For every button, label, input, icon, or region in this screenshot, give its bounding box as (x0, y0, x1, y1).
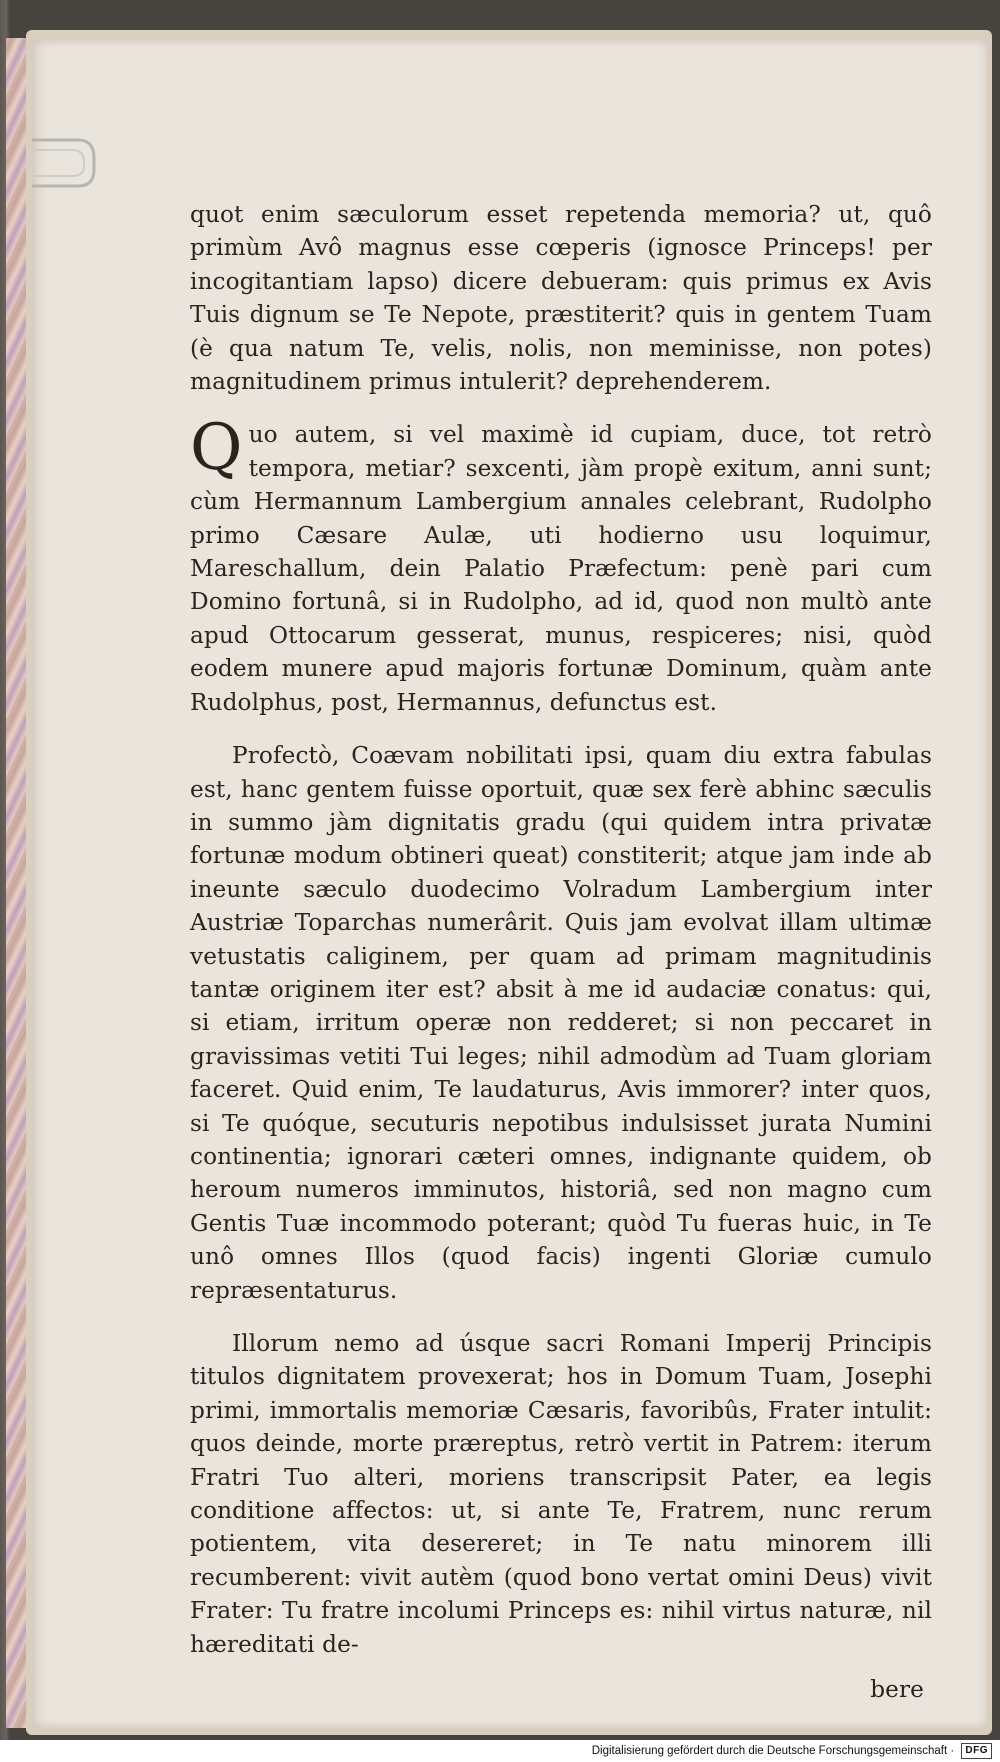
paragraph-2 (190, 411, 932, 719)
footer-bar (0, 1740, 1000, 1762)
paragraph-3: Profectò, Coævam nobilitati ipsi, quam diu extra fabulas est, hanc gentem fuisse oportuit, quæ sex ferè abhinc sæculis in summo jàm dignitatis gradu (qui quidem intra privatæ fortunæ modum obtineri queat) constiterit; atque jam inde ab ineunte sæculo duodecimo Volradum Lambergium inter Austriæ Toparchas numerârit. Quis jam evolvat illam ultimæ vetustatis caliginem, per quam ad primam magnitudinis tantæ originem iter est? absit à me id audaciæ conatus: qui, si etiam, irritum operæ non redderet; si non peccaret in gravissimas vetiti Tui leges; nihil admodùm ad Tuam gloriam faceret. Quid enim, Te laudaturus, Avis immorer? inter quos, si Te quóque, secuturis nepotibus indulsisset jurata Numini continentia; ignorari cæteri omnes, indignante quidem, ob heroum numeros imminutos, historiâ, sed non magno cum Gentis Tuæ incommodo poterant; quòd Tu fueras huic, in Te unô omnes Illos (quod facis) ingenti Gloriæ cumulo repræsentaturus. (190, 742, 932, 1304)
catchword: bere (870, 1676, 924, 1704)
drop-cap: Q (190, 411, 243, 486)
paragraph-4: Illorum nemo ad úsque sacri Romani Imperij Principis titulos dignitatem provexerat; hos in Domum Tuam, Josephi primi, immortalis memoriæ Cæsaris, favoribûs, Frater intulit: quos deinde, morte præreptus, retrò vertit in Patrem: iterum Fratri Tuo alteri, moriens transcripsit Pater, ea legis conditione affectos: ut, si ante Te, Fratrem, nunc rerum potientem, vita desereret; in Te natu minorem illi recumberent: vivit autèm (quod bono vertat omini Deus) vivit Frater: Tu fratre incolumi Princeps es: nihil virtus naturæ, nil hæreditati de- (190, 1330, 932, 1658)
dfg-logo: DFG (961, 1743, 992, 1759)
paragraph-1: quot enim sæculorum esset repetenda memoria? ut, quô primùm Avô magnus esse cœperis (ignosce Princeps! per incogitantiam lapso) dicere debueram: quis primus ex Avis Tuis dignum se Te Nepote, præstiterit? quis in gentem Tuam (è qua natum Te, velis, nolis, non meminisse, non potes) magnitudinem primus intulerit? deprehenderem. (190, 201, 932, 396)
page-text (190, 198, 932, 1706)
paper-clip-icon (32, 128, 102, 208)
paragraph-2-text: uo autem, si vel maximè id cupiam, duce, tot retrò tempora, metiar? sexcenti, jàm propè exitum, anni sunt; cùm Hermannum Lambergium annales celebrant, Rudolpho primo Cæsare Aulæ, uti hodierno usu loquimur, Mareschallum, dein Palatio Præfectum: penè pari cum Domino fortunâ, si in Rudolpho, ad id, quod non multò ante apud Ottocarum gesserat, munus, respiceres; nisi, quòd eodem munere apud majoris fortunæ Dominum, quàm ante Rudolphus, post, Hermannus, defunctus est. (190, 421, 932, 716)
footer-credit: Digitalisierung gefördert durch die Deutsche Forschungsgemeinschaft · (591, 1745, 955, 1757)
